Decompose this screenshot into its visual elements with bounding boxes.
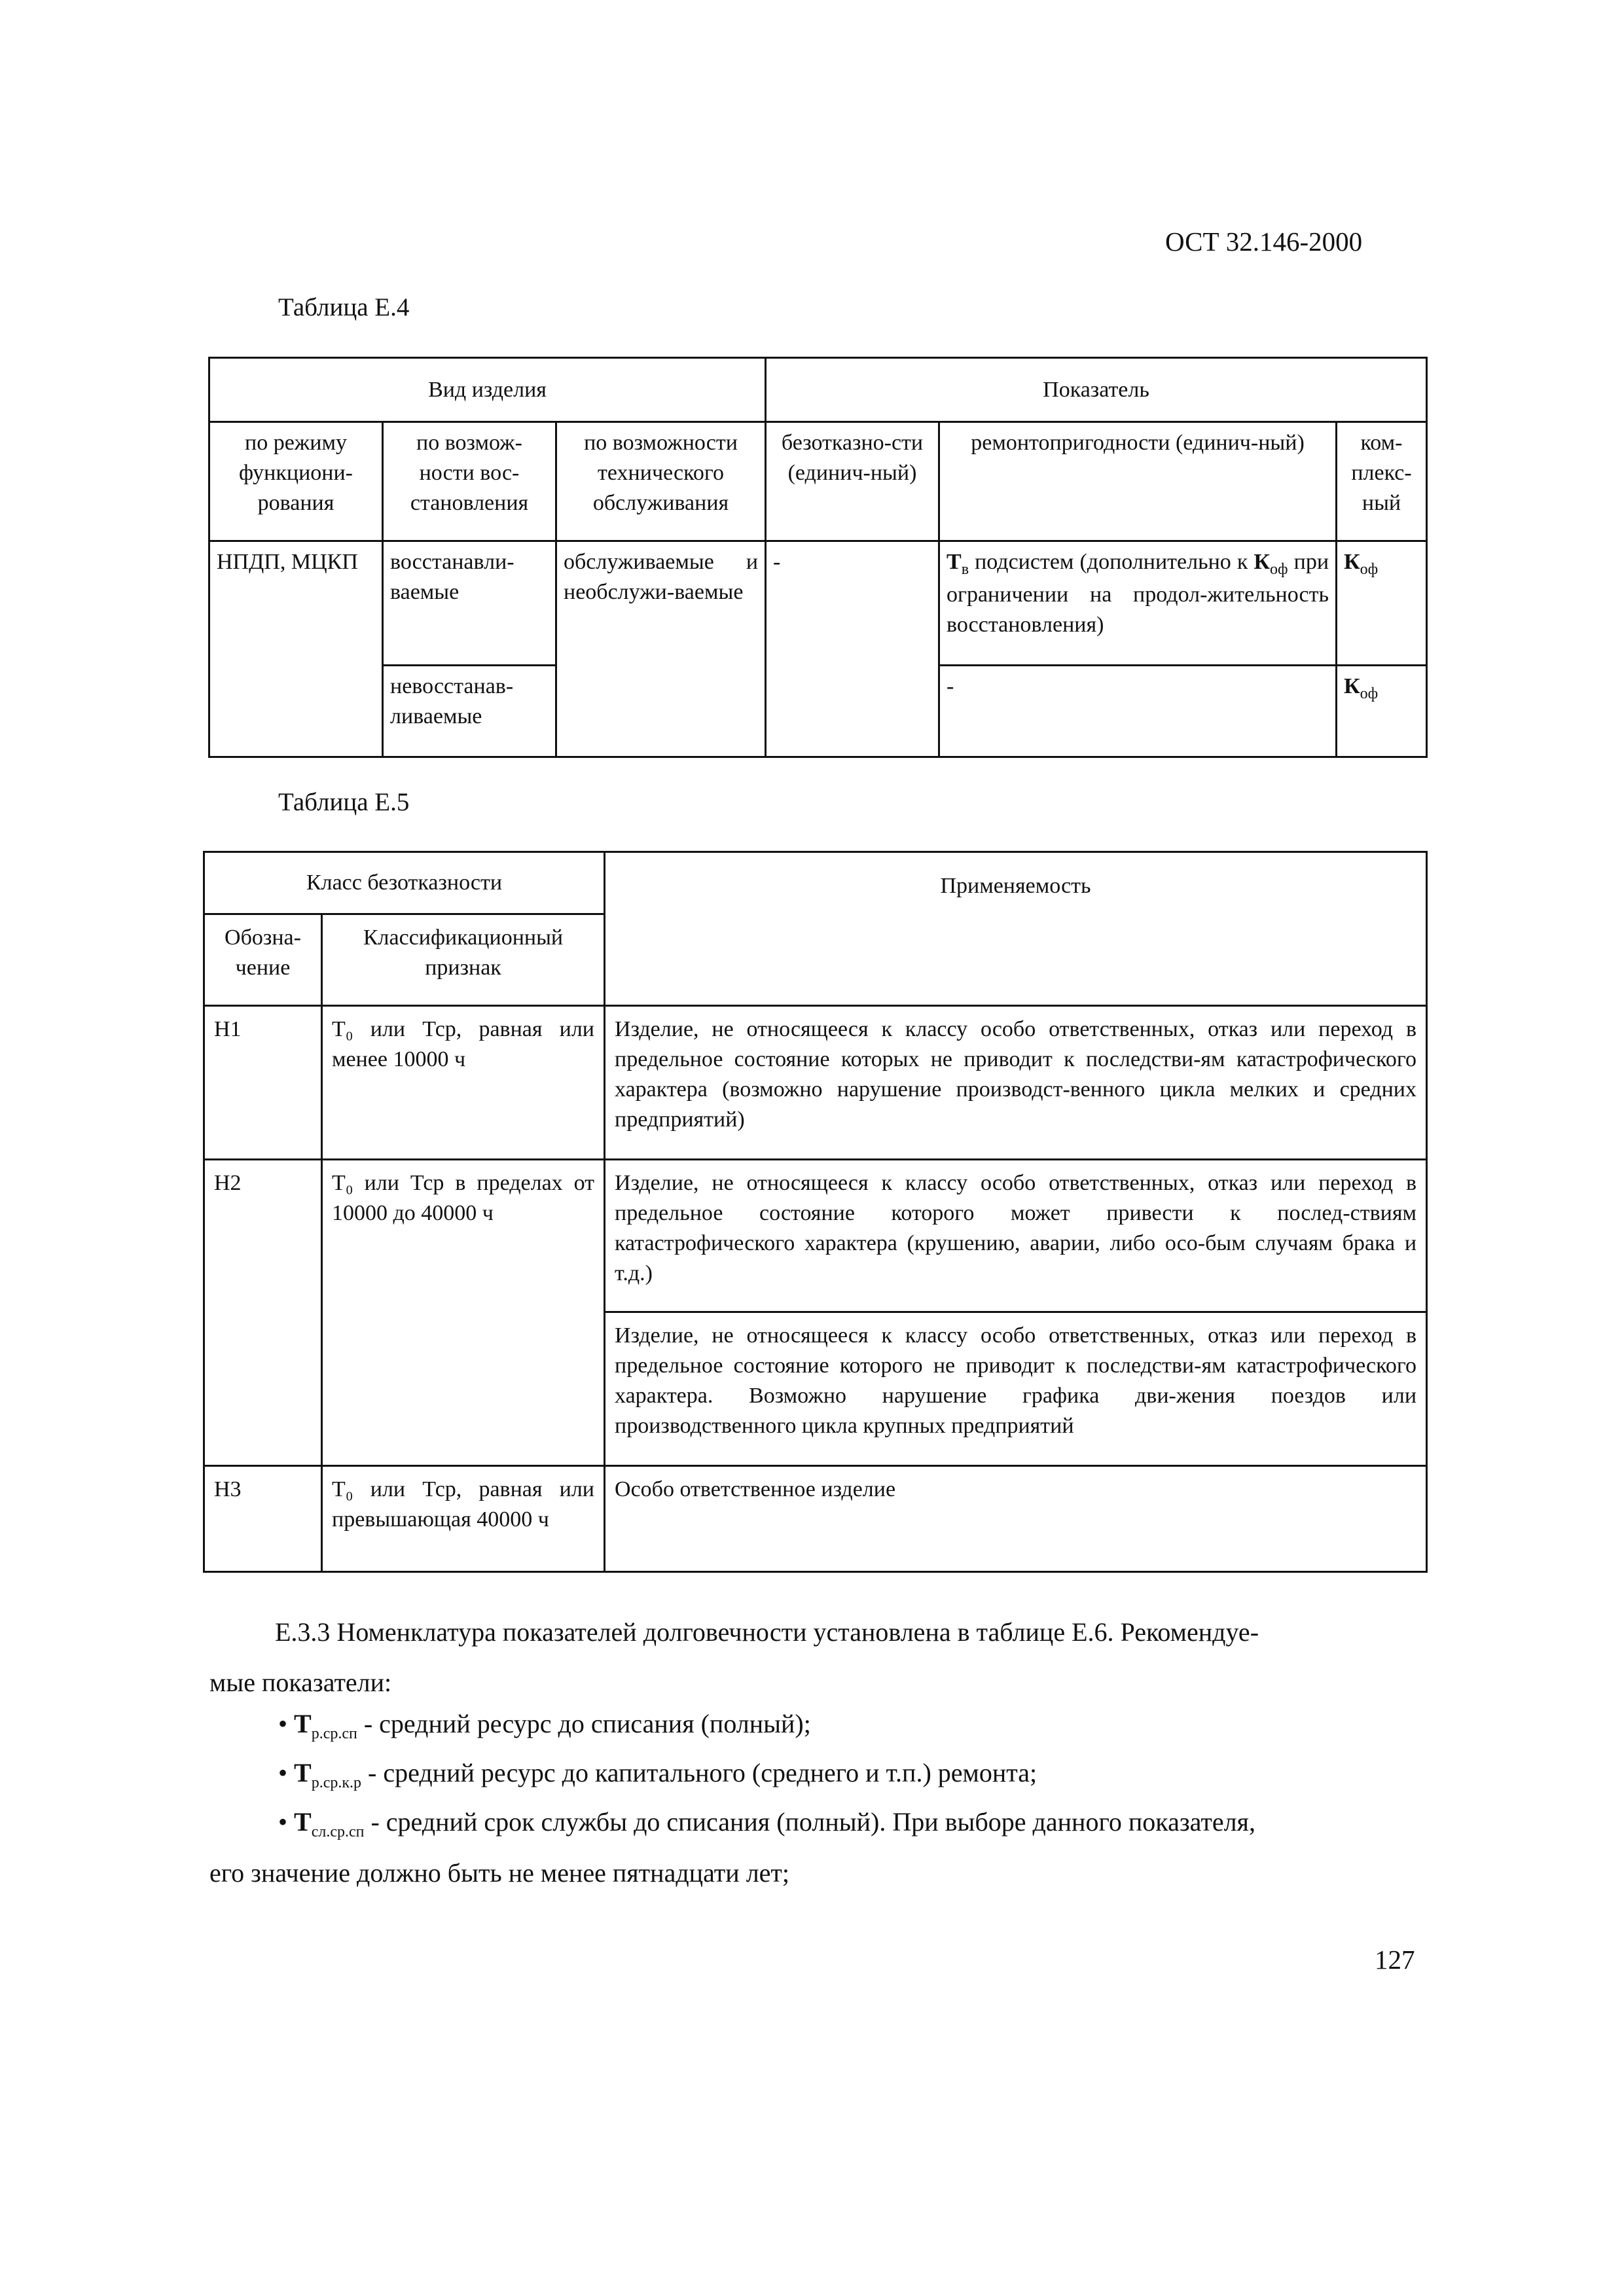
table-cell: - bbox=[766, 541, 939, 757]
table-caption: Таблица Е.4 bbox=[278, 293, 410, 321]
table-cell-subscript: в bbox=[961, 560, 969, 578]
column-header: ком-плекс-ный bbox=[1337, 422, 1427, 541]
table-cell bbox=[939, 541, 1337, 666]
table-caption: Таблица Е.5 bbox=[278, 788, 410, 816]
table-cell: Н2 bbox=[204, 1160, 322, 1466]
table-cell: Т₀ или Тср, равная или менее 10000 ч bbox=[322, 1006, 605, 1160]
table-cell: Особо ответственное изделие bbox=[605, 1466, 1427, 1572]
table-cell: Т₀ или Тср в пределах от 10000 до 40000 ч bbox=[322, 1160, 605, 1466]
bullet-text: - средний срок службы до списания (полный). При выборе данного показателя, bbox=[364, 1807, 1255, 1837]
bullet-symbol: Т bbox=[294, 1758, 312, 1787]
table-cell-text: при ограничении на продол-жительность восстановления) bbox=[947, 550, 1329, 637]
table-e5 bbox=[203, 851, 1428, 1573]
column-header: Классификационный признак bbox=[322, 914, 605, 1006]
column-header: ремонтопригодности (единич-ный) bbox=[939, 422, 1337, 541]
page-number: 127 bbox=[1375, 1945, 1415, 1975]
table-cell-symbol: К bbox=[1344, 550, 1360, 574]
group-header: Показатель bbox=[766, 358, 1427, 422]
column-header: по возмож-ности вос-становления bbox=[383, 422, 556, 541]
bullet-subscript: сл.ср.сп bbox=[311, 1823, 365, 1840]
bullet-item: • $Т_{р.ср.сп}$ - средний ресурс до списания (полный); bbox=[278, 1709, 811, 1742]
table-cell-symbol: Т bbox=[947, 550, 962, 574]
table-cell bbox=[1337, 666, 1427, 757]
bullet-symbol: Т bbox=[294, 1807, 312, 1837]
table-cell: невосстанав-ливаемые bbox=[383, 666, 556, 757]
bullet-subscript: р.ср.сп bbox=[311, 1725, 357, 1742]
table-cell: обслуживаемые и необслужи-ваемые bbox=[556, 541, 766, 757]
bullet-item: • $Т_{р.ср.к.р}$ - средний ресурс до капитального (среднего и т.п.) ремонта; bbox=[278, 1758, 1038, 1791]
table-cell: Изделие, не относящееся к классу особо ответственных, отказ или переход в предельное состояние которого может привести к послед-ствиям катастрофического характера (крушению, аварии, либо осо-бым случаям брака и т.д.) bbox=[605, 1160, 1427, 1312]
column-header: Применяемость bbox=[605, 852, 1427, 1006]
table-cell-subscript: оф bbox=[1360, 685, 1379, 702]
table-cell: - bbox=[939, 666, 1337, 757]
table-cell: Изделие, не относящееся к классу особо ответственных, отказ или переход в предельное состояние которых не приводит к последстви-ям катастрофического характера (возможно нарушение производст-венного цикла мелких и средних предприятий) bbox=[605, 1006, 1427, 1160]
body-paragraph: Е.3.3 Номенклатура показателей долговечности установлена в таблице Е.6. Рекомендуе- bbox=[275, 1617, 1259, 1647]
table-cell-subscript: оф bbox=[1360, 560, 1379, 578]
bullet-continuation: его значение должно быть не менее пятнадцати лет; bbox=[209, 1858, 789, 1888]
table-cell: НПДП, МЦКП bbox=[209, 541, 383, 757]
bullet-subscript: р.ср.к.р bbox=[311, 1774, 362, 1791]
bullet-text: - средний ресурс до капитального (среднего и т.п.) ремонта; bbox=[361, 1758, 1038, 1787]
table-cell-symbol: К bbox=[1254, 550, 1271, 574]
group-header: Вид изделия bbox=[209, 358, 766, 422]
table-e4 bbox=[208, 357, 1428, 758]
table-cell: Н1 bbox=[204, 1006, 322, 1160]
table-cell-subscript: оф bbox=[1270, 560, 1288, 578]
table-cell bbox=[1337, 541, 1427, 666]
bullet-text: - средний ресурс до списания (полный); bbox=[357, 1709, 811, 1738]
table-cell: Н3 bbox=[204, 1466, 322, 1572]
column-header: по возможности технического обслуживания bbox=[556, 422, 766, 541]
column-header: безотказно-сти (единич-ный) bbox=[766, 422, 939, 541]
table-cell-symbol: К bbox=[1344, 674, 1360, 698]
group-header: Класс безотказности bbox=[204, 852, 605, 914]
column-header: по режиму функциони-рования bbox=[209, 422, 383, 541]
column-header: Обозна-чение bbox=[204, 914, 322, 1006]
document-code: ОСТ 32.146-2000 bbox=[1165, 226, 1363, 257]
table-cell: Изделие, не относящееся к классу особо ответственных, отказ или переход в предельное состояние которого не приводит к последстви-ям катастрофического характера. Возможно нарушение графика дви-жения поездов или производственного цикла крупных предприятий bbox=[605, 1312, 1427, 1466]
bullet-symbol: Т bbox=[294, 1709, 312, 1738]
table-cell: восстанавли-ваемые bbox=[383, 541, 556, 666]
table-cell: Т₀ или Тср, равная или превышающая 40000 ч bbox=[322, 1466, 605, 1572]
table-cell-text: подсистем (дополнительно к bbox=[969, 550, 1254, 574]
body-paragraph-continuation: мые показатели: bbox=[209, 1668, 392, 1697]
bullet-item: • $Т_{сл.ср.сп}$ - средний срок службы до списания (полный). При выборе данного показателя, bbox=[278, 1807, 1255, 1840]
